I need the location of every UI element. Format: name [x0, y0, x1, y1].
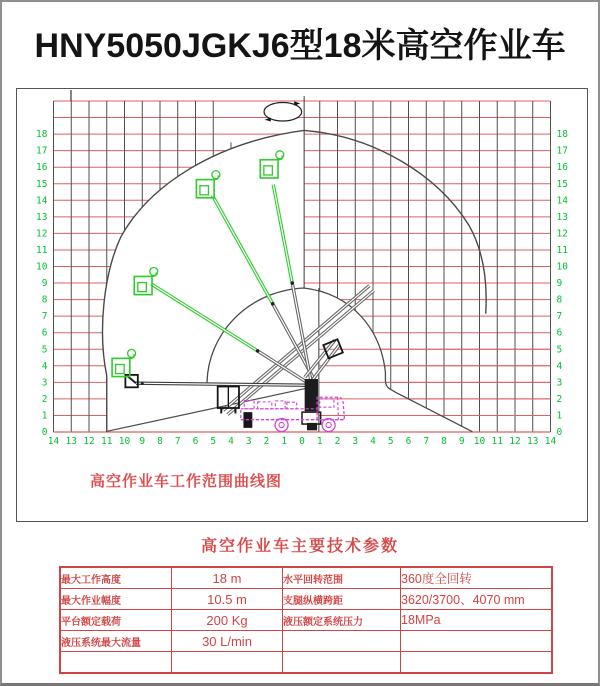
table-cell: 平台额定载荷 — [60, 610, 172, 631]
x-axis-tick-label: 5 — [210, 436, 217, 447]
y-axis-tick-label-left: 14 — [36, 195, 48, 207]
y-axis-tick-label-right: 18 — [556, 129, 568, 141]
x-axis-tick-label: 2 — [263, 436, 270, 447]
rotation-arrow — [294, 101, 300, 105]
table-cell — [401, 631, 553, 652]
turret-column — [305, 379, 318, 411]
x-axis-tick-label: 4 — [370, 436, 376, 447]
y-axis-tick-label-right: 14 — [556, 195, 568, 207]
turret-foot — [307, 423, 317, 430]
y-axis-tick-label-right: 6 — [556, 327, 563, 339]
y-axis-tick-label-right: 16 — [556, 162, 568, 174]
y-axis-tick-label-left: 11 — [36, 244, 48, 256]
rotation-arrow — [265, 118, 271, 122]
envelope-right-arc — [304, 130, 486, 313]
y-axis-tick-label-right: 10 — [556, 261, 568, 273]
x-axis-tick-label: 8 — [441, 436, 447, 447]
y-axis-tick-label-left: 6 — [41, 327, 48, 339]
y-axis-tick-label-left: 0 — [41, 427, 48, 438]
x-axis-tick-label: 13 — [65, 436, 77, 447]
y-axis-tick-label-right: 12 — [556, 228, 568, 240]
x-axis-tick-label: 3 — [352, 436, 359, 447]
x-axis-tick-label: 1 — [281, 436, 288, 447]
boom-joint — [256, 349, 260, 353]
y-axis-tick-label-left: 4 — [41, 360, 48, 372]
table-cell: 200 Kg — [172, 610, 283, 631]
x-axis-tick-label: 9 — [139, 436, 146, 447]
y-axis-tick-label-left: 18 — [36, 129, 48, 141]
envelope-white-region — [103, 130, 473, 432]
table-cell: 支腿纵横跨距 — [283, 589, 401, 610]
y-axis-tick-label-left: 13 — [36, 211, 48, 223]
x-axis-tick-label: 7 — [423, 436, 430, 447]
x-axis-tick-label: 14 — [47, 436, 60, 447]
table-cell: 30 L/min — [172, 631, 283, 652]
table-cell: 最大工作高度 — [60, 567, 172, 589]
y-axis-tick-label-left: 9 — [41, 278, 48, 290]
x-axis-tick-label: 2 — [334, 436, 341, 447]
table-row — [60, 589, 552, 610]
y-axis-tick-label-right: 15 — [556, 178, 568, 190]
table-cell: 液压系统最大流量 — [60, 631, 172, 652]
table-cell: 18MPa — [401, 610, 553, 631]
parameters-table — [59, 566, 553, 674]
y-axis-tick-label-right: 7 — [556, 311, 563, 323]
x-axis-tick-label: 12 — [83, 436, 95, 447]
y-axis-tick-label-right: 4 — [556, 360, 563, 372]
x-axis-tick-label: 8 — [157, 436, 163, 447]
y-axis-tick-label-right: 2 — [556, 393, 563, 405]
table-cell: 水平回转范围 — [283, 567, 401, 589]
y-axis-tick-label-left: 5 — [41, 344, 48, 356]
y-axis-tick-label-left: 3 — [41, 377, 48, 389]
table-cell: 10.5 m — [172, 589, 283, 610]
x-axis-tick-label: 3 — [245, 436, 252, 447]
y-axis-tick-label-left: 17 — [36, 145, 48, 157]
x-axis-tick-label: 12 — [509, 436, 521, 447]
page-title: HNY5050JGKJ6型18米高空作业车 — [34, 27, 566, 65]
x-axis-tick-label: 11 — [491, 436, 503, 447]
x-axis-tick-label: 9 — [458, 436, 465, 447]
table-cell: 液压额定系统压力 — [283, 610, 401, 631]
y-axis-tick-label-left: 10 — [36, 261, 48, 273]
x-axis-tick-label: 5 — [387, 436, 394, 447]
y-axis-tick-label-left: 16 — [36, 162, 48, 174]
x-axis-tick-label: 0 — [299, 436, 305, 447]
working-range-chart-box — [16, 88, 588, 522]
working-range-diagram — [17, 89, 587, 521]
y-axis-tick-label-right: 8 — [556, 294, 563, 306]
y-axis-tick-label-left: 15 — [36, 178, 48, 190]
x-axis-tick-label: 10 — [473, 436, 486, 447]
table-cell: 最大作业幅度 — [60, 589, 172, 610]
table-cell: 18 m — [172, 567, 283, 589]
x-axis-tick-label: 10 — [118, 436, 131, 447]
diagram-caption: 高空作业车工作范围曲线图 — [90, 473, 283, 490]
x-axis-tick-label: 7 — [174, 436, 181, 447]
table-row — [60, 631, 552, 652]
y-axis-tick-label-right: 11 — [556, 244, 568, 256]
y-axis-tick-label-right: 3 — [556, 377, 563, 389]
x-axis-tick-label: 11 — [101, 436, 113, 447]
table-title: 高空作业车主要技术参数 — [200, 538, 399, 555]
x-axis-tick-label: 6 — [405, 436, 412, 447]
y-axis-tick-label-right: 5 — [556, 344, 563, 356]
y-axis-tick-label-left: 2 — [41, 393, 48, 405]
table-cell — [283, 652, 401, 674]
x-axis-tick-label: 4 — [228, 436, 234, 447]
x-axis-tick-label: 14 — [544, 436, 557, 447]
x-axis-tick-label: 1 — [316, 436, 323, 447]
table-cell — [283, 631, 401, 652]
boom-joint — [271, 302, 275, 306]
y-axis-tick-label-left: 1 — [41, 410, 48, 422]
table-row — [60, 610, 552, 631]
table-row — [60, 567, 552, 589]
y-axis-tick-label-right: 1 — [556, 410, 563, 422]
y-axis-tick-label-right: 13 — [556, 211, 568, 223]
boom-joint — [141, 382, 144, 385]
x-axis-tick-label: 6 — [192, 436, 199, 447]
table-row — [60, 652, 552, 674]
y-axis-tick-label-right: 17 — [556, 145, 568, 157]
table-cell: 360度全回转 — [401, 567, 553, 589]
y-axis-tick-label-left: 7 — [41, 311, 48, 323]
table-cell: 3620/3700、4070 mm — [401, 589, 553, 610]
x-axis-tick-label: 13 — [527, 436, 539, 447]
boom-joint — [290, 281, 294, 285]
table-cell — [60, 652, 172, 674]
table-cell — [401, 652, 553, 674]
y-axis-tick-label-left: 12 — [36, 228, 48, 240]
y-axis-tick-label-right: 0 — [556, 427, 563, 438]
y-axis-tick-label-left: 8 — [41, 294, 48, 306]
table-cell — [172, 652, 283, 674]
y-axis-tick-label-right: 9 — [556, 278, 563, 290]
